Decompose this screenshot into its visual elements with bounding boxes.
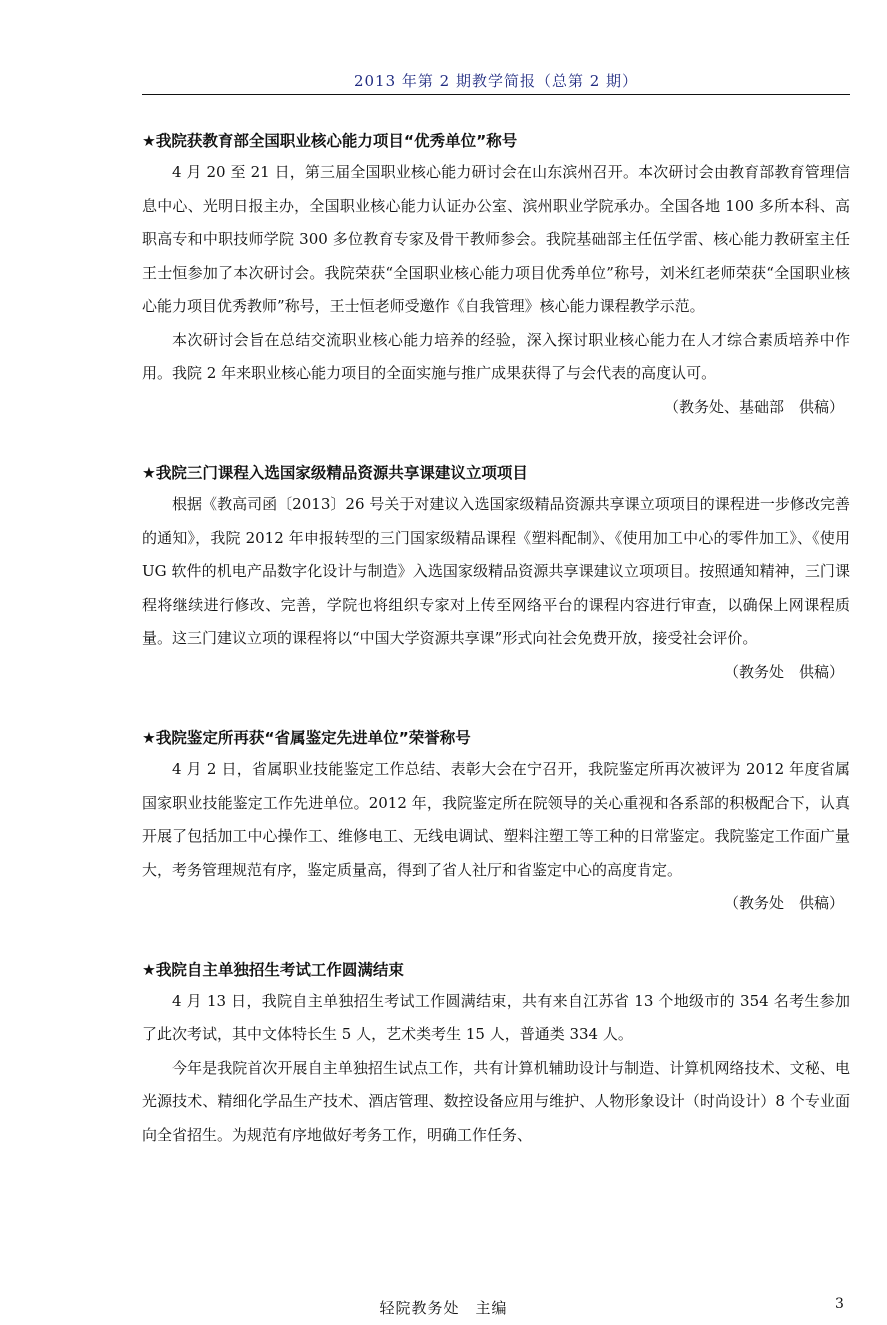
article-paragraph: 4 月 20 至 21 日，第三届全国职业核心能力研讨会在山东滨州召开。本次研讨会由教育部教育管理信息中心、光明日报主办，全国职业核心能力认证办公室、滨州职业学院承办。全国各地 100 多所本科、高职高专和中职技师学院 300 多位教育专家及骨干教师参会。我院基础部主任伍学雷、核心能力教研室主任王士恒参加了本次研讨会。我院荣获“全国职业核心能力项目优秀单位”称号，刘米红老师荣获“全国职业核心能力项目优秀教师”称号，王士恒老师受邀作《自我管理》核心能力课程教学示范。 [142, 163, 850, 315]
footer-editor: 轻院教务处 主编 [379, 1299, 508, 1317]
article-3 [142, 723, 850, 921]
article-1 [142, 126, 850, 424]
article-paragraph: 本次研讨会旨在总结交流职业核心能力培养的经验，深入探讨职业核心能力在人才综合素质培养中作用。我院 2 年来职业核心能力项目的全面实施与推广成果获得了与会代表的高度认可。 [142, 330, 850, 382]
article-paragraph: 4 月 13 日，我院自主单独招生考试工作圆满结束，共有来自江苏省 13 个地级市的 354 名考生参加了此次考试，其中文体特长生 5 人，艺术类考生 15 人，普通类 334 人。 [142, 991, 850, 1043]
article-source: （教务处 供稿） [723, 662, 844, 681]
article-title: ★我院三门课程入选国家级精品资源共享课建议立项项目 [142, 464, 528, 482]
article-paragraph: 4 月 2 日，省属职业技能鉴定工作总结、表彰大会在宁召开，我院鉴定所再次被评为 2012 年度省属国家职业技能鉴定工作先进单位。2012 年，我院鉴定所在院领导的关心重视和各系部的积极配合下，认真开展了包括加工中心操作工、维修电工、无线电调试、塑料注塑工等工种的日常鉴定。我院鉴定工作面广量大，考务管理规范有序，鉴定质量高，得到了省人社厅和省鉴定中心的高度肯定。 [142, 760, 850, 879]
article-source: （教务处、基础部 供稿） [663, 397, 844, 416]
page-content [142, 126, 850, 1152]
article-2 [142, 458, 850, 689]
article-paragraph: 今年是我院首次开展自主单独招生试点工作，共有计算机辅助设计与制造、计算机网络技术、文秘、电光源技术、精细化学品生产技术、酒店管理、数控设备应用与维护、人物形象设计（时尚设计）8 个专业面向全省招生。为规范有序地做好考务工作，明确工作任务、 [142, 1058, 850, 1144]
article-4 [142, 955, 850, 1153]
article-source: （教务处 供稿） [723, 894, 844, 912]
article-title: ★我院获教育部全国职业核心能力项目“优秀单位”称号 [142, 132, 518, 150]
header-rule [142, 94, 850, 95]
running-header: 2013 年第 2 期教学简报（总第 2 期） [353, 72, 639, 90]
article-title: ★我院鉴定所再获“省属鉴定先进单位”荣誉称号 [142, 729, 471, 747]
article-paragraph: 根据《教高司函〔2013〕26 号关于对建议入选国家级精品资源共享课立项项目的课程进一步修改完善的通知》，我院 2012 年申报转型的三门国家级精品课程《塑料配制》、《使用加工中心的零件加工》、《使用 UG 软件的机电产品数字化设计与制造》入选国家级精品资源共享课建议立项项目。按照通知精神，三门课程将继续进行修改、完善，学院也将组织专家对上传至网络平台的课程内容进行审查，以确保上网课程质量。这三门建议立项的课程将以“中国大学资源共享课”形式向社会免费开放，接受社会评价。 [142, 495, 850, 647]
page-number: 3 [835, 1296, 844, 1312]
article-title: ★我院自主单独招生考试工作圆满结束 [142, 960, 404, 979]
